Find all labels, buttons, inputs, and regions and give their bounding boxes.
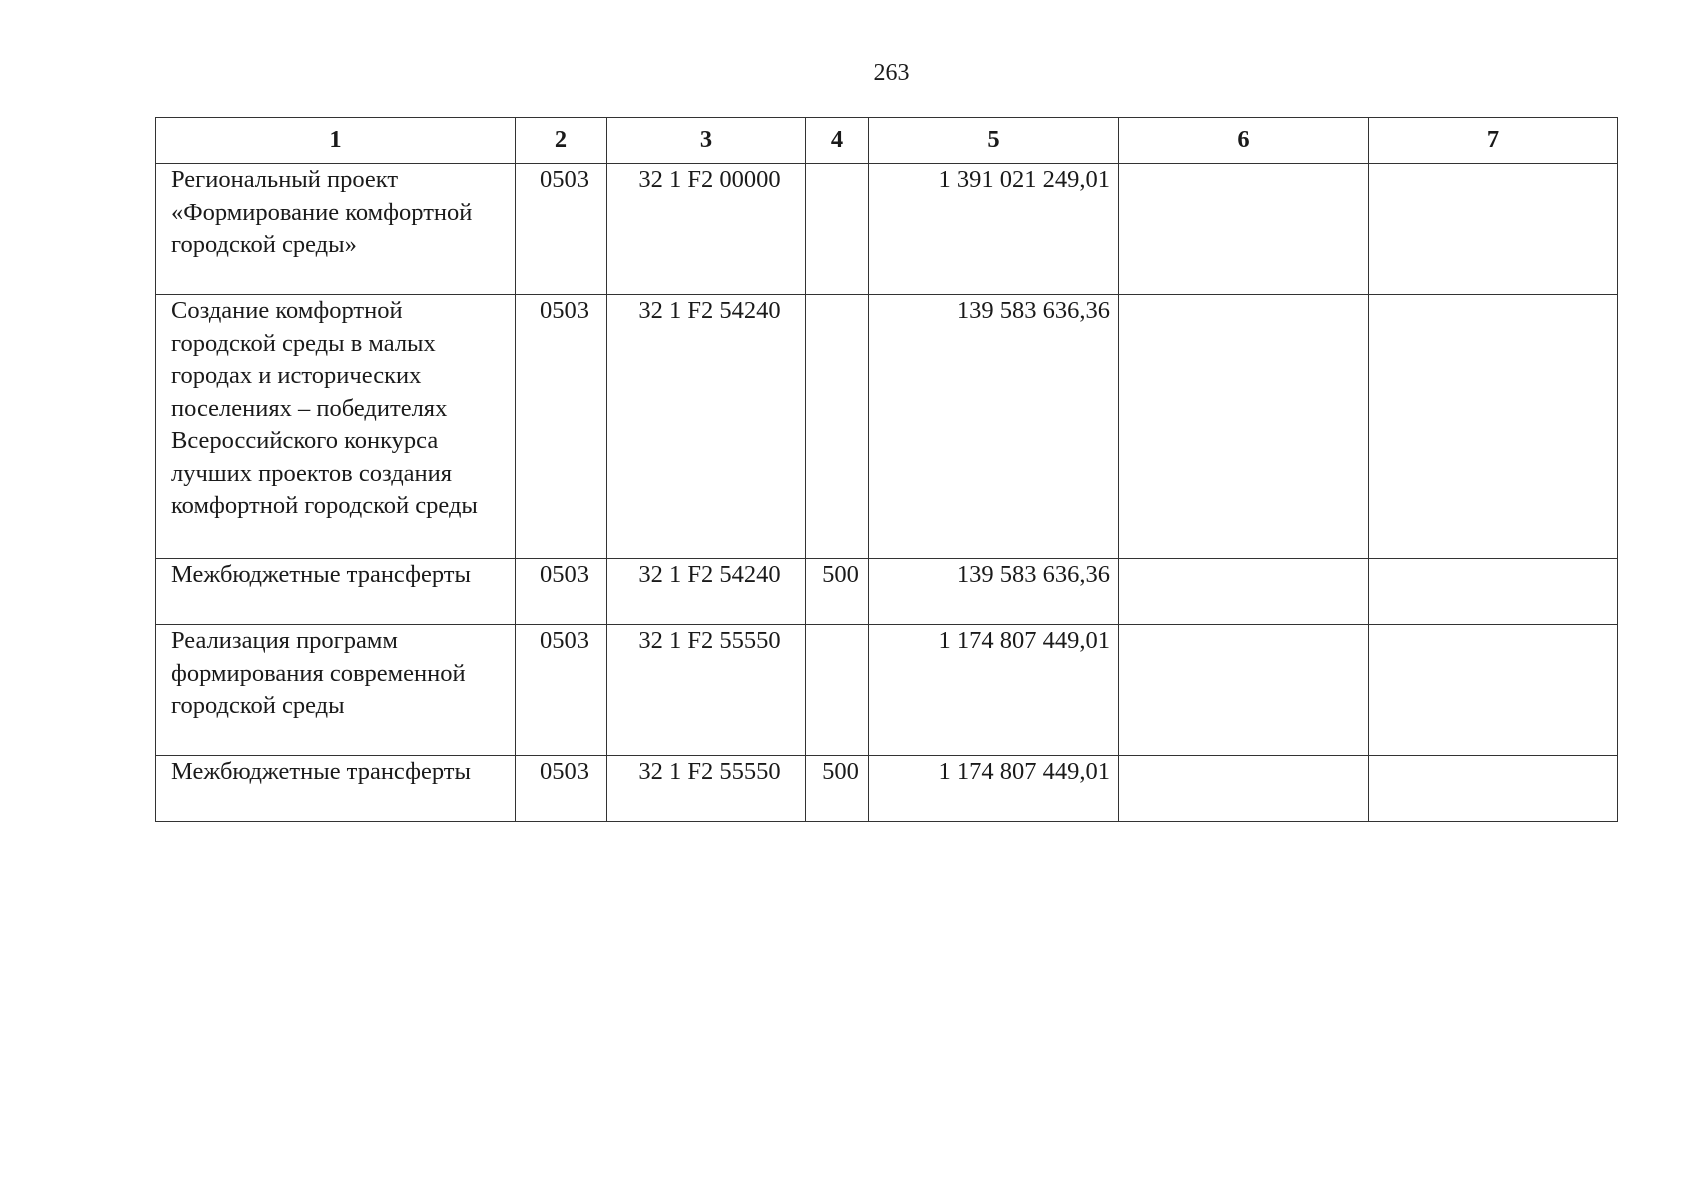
header-col-6: 6 <box>1119 118 1369 164</box>
row-name: Реализация программ формирования современной городской среды <box>156 625 516 756</box>
row-col7 <box>1369 559 1618 625</box>
row-type <box>806 295 869 559</box>
row-col6 <box>1119 625 1369 756</box>
row-amount: 1 391 021 249,01 <box>869 164 1119 295</box>
page-number: 263 <box>873 60 910 86</box>
row-col6 <box>1119 559 1369 625</box>
row-code: 32 1 F2 55550 <box>607 756 806 822</box>
row-type <box>806 625 869 756</box>
row-name: Межбюджетные трансферты <box>156 559 516 625</box>
row-type: 500 <box>806 559 869 625</box>
header-col-4: 4 <box>806 118 869 164</box>
row-col7 <box>1369 625 1618 756</box>
header-row <box>156 118 1618 164</box>
header-col-5: 5 <box>869 118 1119 164</box>
row-col6 <box>1119 164 1369 295</box>
row-name: Межбюджетные трансферты <box>156 756 516 822</box>
row-amount: 1 174 807 449,01 <box>869 756 1119 822</box>
row-section: 0503 <box>516 625 607 756</box>
row-name: Региональный проект «Формирование комфортной городской среды» <box>156 164 516 295</box>
row-code: 32 1 F2 55550 <box>607 625 806 756</box>
budget-table <box>155 117 1618 822</box>
row-col7 <box>1369 164 1618 295</box>
row-col6 <box>1119 756 1369 822</box>
table-row <box>156 164 1618 295</box>
row-code: 32 1 F2 00000 <box>607 164 806 295</box>
table-row <box>156 295 1618 559</box>
row-type <box>806 164 869 295</box>
row-amount: 139 583 636,36 <box>869 295 1119 559</box>
header-col-7: 7 <box>1369 118 1618 164</box>
row-section: 0503 <box>516 164 607 295</box>
row-code: 32 1 F2 54240 <box>607 559 806 625</box>
row-col7 <box>1369 295 1618 559</box>
row-type: 500 <box>806 756 869 822</box>
row-name: Создание комфортной городской среды в малых городах и исторических поселениях – победителях Всероссийского конкурса лучших проектов создания комфортной городской среды <box>156 295 516 559</box>
row-amount: 139 583 636,36 <box>869 559 1119 625</box>
table-row <box>156 625 1618 756</box>
table-row <box>156 756 1618 822</box>
row-section: 0503 <box>516 295 607 559</box>
row-amount: 1 174 807 449,01 <box>869 625 1119 756</box>
row-section: 0503 <box>516 756 607 822</box>
row-code: 32 1 F2 54240 <box>607 295 806 559</box>
header-col-2: 2 <box>516 118 607 164</box>
row-section: 0503 <box>516 559 607 625</box>
row-col7 <box>1369 756 1618 822</box>
row-col6 <box>1119 295 1369 559</box>
table-row <box>156 559 1618 625</box>
header-col-3: 3 <box>607 118 806 164</box>
header-col-1: 1 <box>156 118 516 164</box>
